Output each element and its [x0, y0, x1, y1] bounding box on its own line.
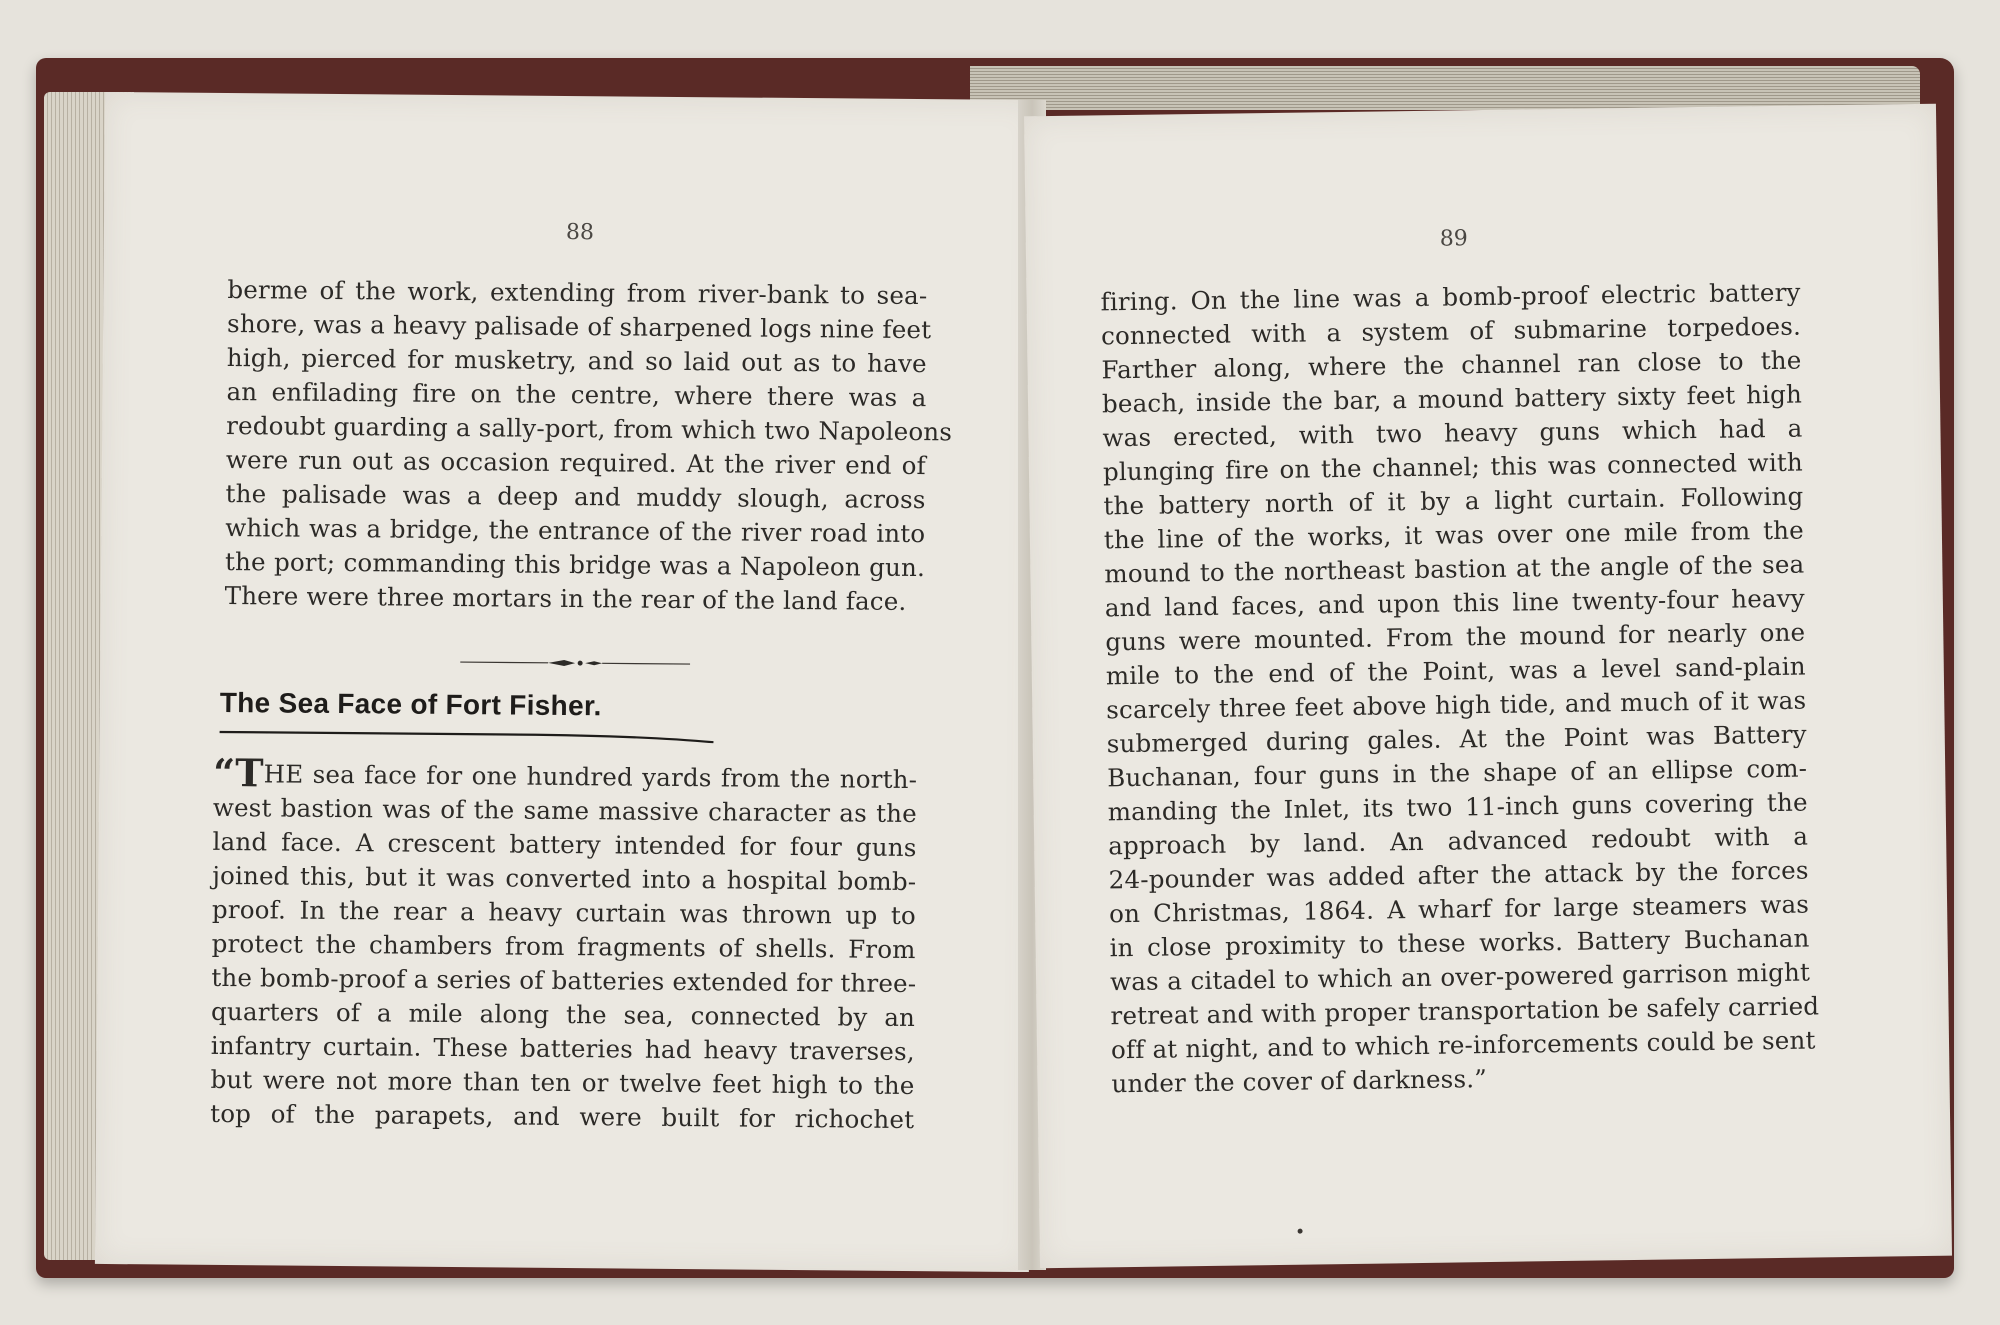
text-line: proof. In the rear a heavy curtain was thrown up to: [211, 894, 917, 931]
text-line: the battery north of it by a light curtain. Following: [1103, 481, 1804, 521]
page-edges-top: [970, 66, 1920, 110]
text-line: quarters of a mile along the sea, connected by an: [210, 996, 916, 1033]
text-line: retreat and with proper transportation be safely carried: [1110, 991, 1820, 1031]
text-line: which was a bridge, the entrance of the river road into: [225, 513, 926, 549]
text-line: and land faces, and upon this line twenty-four heavy: [1104, 583, 1806, 623]
text-line: firing. On the line was a bomb-proof electric battery: [1100, 277, 1801, 317]
text-line: There were three mortars in the rear of the land face.: [224, 581, 907, 616]
section-heading: The Sea Face of Fort Fisher.: [219, 686, 602, 722]
text-line: under the cover of darkness.”: [1111, 1064, 1488, 1099]
text-line: manding the Inlet, its two 11-inch guns covering the: [1107, 787, 1808, 827]
text-line: but were not more than ten or twelve feet high to the: [210, 1064, 915, 1101]
text-line: an enfilading fire on the centre, where there was a: [226, 377, 927, 413]
right-paragraph: [1100, 276, 1820, 1102]
text-line: the port; commanding this bridge was a Napoleon gun.: [224, 547, 926, 583]
page-number: 88: [565, 219, 595, 246]
text-line: shore, was a heavy palisade of sharpened logs nine feet: [226, 309, 932, 345]
text-line: were run out as occasion required. At the river end of: [225, 445, 927, 481]
text-line: redoubt guarding a sally-port, from which two Napoleons: [226, 411, 953, 447]
left-page: [95, 92, 1039, 1272]
drop-cap: “T: [213, 749, 264, 796]
text-line: the line of the works, it was over one mile from the: [1103, 515, 1805, 555]
text-line: 24-pounder was added after the attack by the forces: [1108, 855, 1809, 895]
text-line: in close proximity to these works. Battery Buchanan: [1109, 923, 1810, 963]
text-line: berme of the work, extending from river-bank to sea-: [227, 275, 928, 311]
text-line: high, pierced for musketry, and so laid out as to have: [226, 343, 927, 379]
text-line: the bomb-proof a series of batteries extended for three-: [211, 962, 917, 999]
text-line: Farther along, where the channel ran close to the: [1101, 345, 1802, 385]
text-line: joined this, but it was converted into a hospital bomb-: [212, 860, 917, 897]
text-line: protect the chambers from fragments of shells. From: [211, 928, 916, 965]
text-line: west bastion was of the same massive character as the: [212, 792, 917, 829]
text-line: submerged during gales. At the Point was Battery: [1106, 719, 1807, 759]
text-line: land face. A crescent battery intended for four guns: [212, 826, 917, 863]
text-line: infantry curtain. These batteries had heavy traverses,: [210, 1030, 915, 1067]
text-line: plunging fire on the channel; this was connected with: [1102, 447, 1804, 487]
section-paragraph: [210, 749, 918, 1137]
paragraph-continued: [224, 273, 953, 619]
text-line: off at night, and to which re-inforcements could be sent: [1110, 1025, 1816, 1065]
text-line: scarcely three feet above high tide, and much of it was: [1106, 685, 1807, 725]
text-line: the palisade was a deep and muddy slough, across: [225, 479, 926, 515]
text-line: was a citadel to which an over-powered garrison might: [1109, 957, 1811, 997]
text-line: mound to the northeast bastion at the angle of the sea: [1104, 549, 1805, 589]
text-line: Buchanan, four guns in the shape of an ellipse com-: [1107, 753, 1808, 793]
ornament-divider: [460, 655, 690, 671]
text-line: mile to the end of the Point, was a level sand-plain: [1105, 651, 1806, 691]
text-line: was erected, with two heavy guns which had a: [1102, 413, 1803, 453]
text-line: top of the parapets, and were built for richochet: [210, 1098, 915, 1135]
text-line: beach, inside the bar, a mound battery sixty feet high: [1101, 379, 1803, 419]
text-line: connected with a system of submarine torpedoes.: [1100, 311, 1802, 351]
ink-speck: [1298, 1229, 1303, 1234]
page-number: 89: [1439, 226, 1468, 252]
text-line: on Christmas, 1864. A wharf for large steamers was: [1108, 889, 1810, 929]
right-page: [1024, 104, 1952, 1269]
heading-underline: [219, 729, 713, 743]
text-line: approach by land. An advanced redoubt with a: [1107, 821, 1809, 861]
text-line-rest: HE sea face for one hundred yards from the north-: [263, 759, 918, 795]
text-line: guns were mounted. From the mound for nearly one: [1105, 617, 1806, 657]
